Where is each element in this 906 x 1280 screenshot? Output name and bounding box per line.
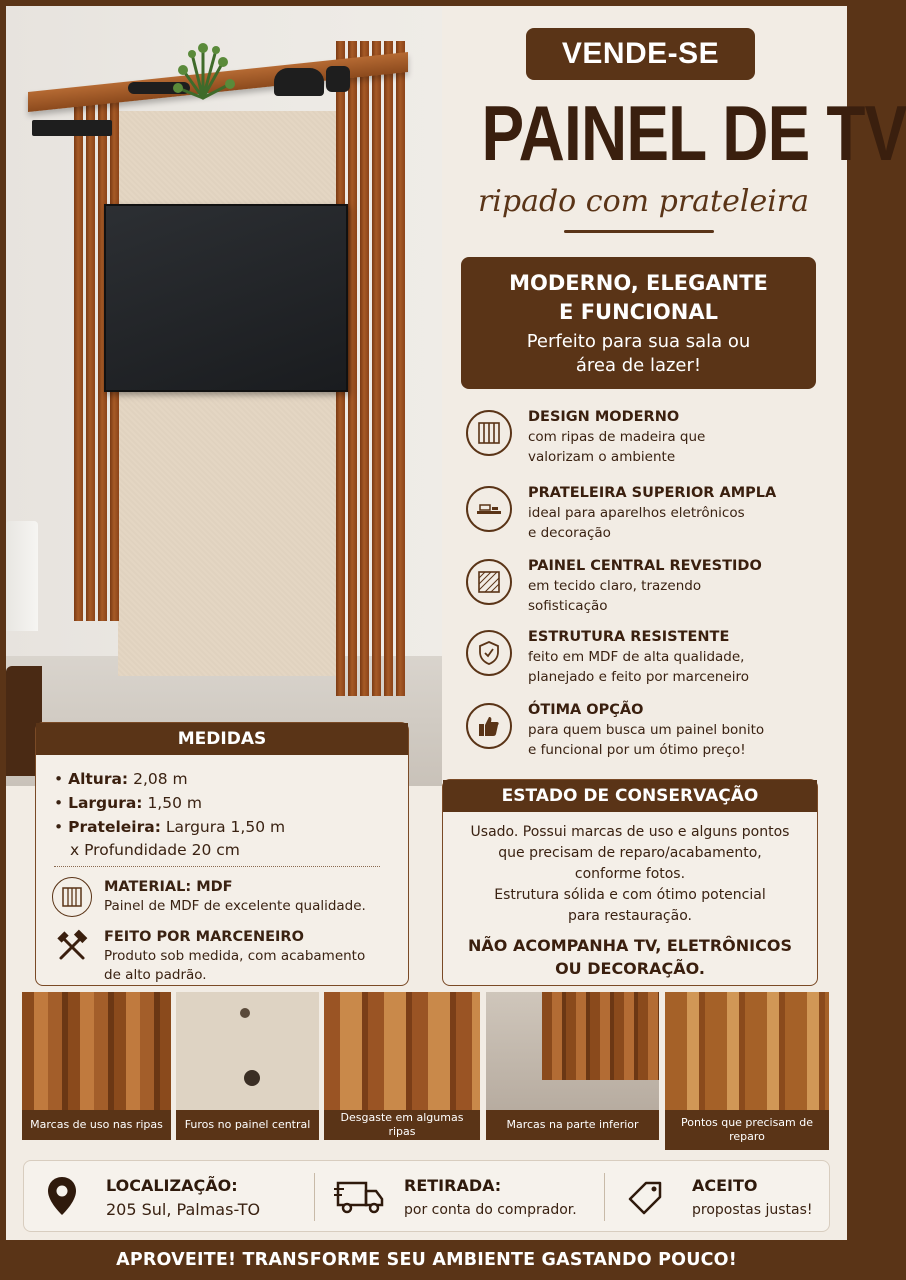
feature-title: PAINEL CENTRAL REVESTIDO xyxy=(528,558,762,574)
thumbnail-caption: Marcas na parte inferior xyxy=(486,1110,659,1140)
measurement-height: • Altura: 2,08 m xyxy=(54,770,188,788)
highlight-heading-2: E FUNCIONAL xyxy=(559,300,718,324)
speaker-device xyxy=(274,68,324,96)
carpenter-title: FEITO POR MARCENEIRO xyxy=(104,929,304,945)
shield-icon xyxy=(466,630,512,676)
location-title: LOCALIZAÇÃO: xyxy=(106,1176,238,1195)
feature-title: PRATELEIRA SUPERIOR AMPLA xyxy=(528,485,777,501)
separator xyxy=(604,1173,605,1221)
thumbnail-repair-points xyxy=(665,992,829,1150)
location-pin-icon xyxy=(46,1175,78,1225)
highlight-box xyxy=(461,257,816,389)
carpenter-desc: de alto padrão. xyxy=(104,967,207,983)
highlight-text-2: área de lazer! xyxy=(575,355,702,376)
thumbnail-caption: Marcas de uso nas ripas xyxy=(22,1110,171,1140)
pickup-value: por conta do comprador. xyxy=(404,1202,577,1218)
pickup-info xyxy=(316,1161,606,1233)
location-info xyxy=(24,1161,314,1233)
offer-value: propostas justas! xyxy=(692,1202,813,1218)
carpenter-info xyxy=(52,927,392,983)
television xyxy=(104,204,348,392)
location-value: 205 Sul, Palmas-TO xyxy=(106,1200,261,1219)
condition-text: Usado. Possui marcas de uso e alguns pontos xyxy=(470,824,790,840)
shelf-icon xyxy=(466,486,512,532)
thumbnail-slat-wear xyxy=(324,992,480,1140)
pickup-title: RETIRADA: xyxy=(404,1176,502,1195)
measurement-shelf: • Prateleira: Largura 1,50 m xyxy=(54,818,286,836)
thumbnail-caption: Pontos que precisam de reparo xyxy=(665,1110,829,1150)
thumbnail-image xyxy=(176,992,319,1110)
material-desc: Painel de MDF de excelente qualidade. xyxy=(104,898,366,914)
feature-desc: planejado e feito por marceneiro xyxy=(528,669,750,685)
feature-shelf xyxy=(466,484,826,554)
separator xyxy=(314,1173,315,1221)
not-included-warning: NÃO ACOMPANHA TV, ELETRÔNICOS xyxy=(468,936,792,955)
offer-title: ACEITO xyxy=(692,1176,758,1195)
condition-text: para restauração. xyxy=(568,908,692,924)
measurements-heading: MEDIDAS xyxy=(36,723,408,755)
small-speaker xyxy=(326,66,350,92)
feature-desc: e decoração xyxy=(528,525,611,541)
feature-option xyxy=(466,701,826,771)
condition-box xyxy=(442,779,818,986)
product-photo xyxy=(6,6,442,786)
footer-banner: APROVEITE! TRANSFORME SEU AMBIENTE GASTANDO POUCO! xyxy=(0,1240,853,1280)
thumbnail-image xyxy=(22,992,171,1110)
fabric-icon xyxy=(466,559,512,605)
advertisement-page xyxy=(6,6,906,1240)
material-info xyxy=(52,877,392,927)
thumbnail-image xyxy=(665,992,829,1110)
feature-desc: ideal para aparelhos eletrônicos xyxy=(528,505,745,521)
feature-desc: sofisticação xyxy=(528,598,608,614)
highlight-heading-1: MODERNO, ELEGANTE xyxy=(509,271,768,295)
not-included-warning: OU DECORAÇÃO. xyxy=(555,959,705,978)
feature-desc: em tecido claro, trazendo xyxy=(528,578,702,594)
measurement-shelf-depth: x Profundidade 20 cm xyxy=(70,841,240,859)
for-sale-badge: VENDE-SE xyxy=(526,28,755,80)
feature-title: DESIGN MODERNO xyxy=(528,409,680,425)
plant xyxy=(168,40,238,100)
feature-desc: para quem busca um painel bonito xyxy=(528,722,765,738)
feature-desc: com ripas de madeira que xyxy=(528,429,706,445)
truck-icon xyxy=(334,1179,384,1223)
feature-design xyxy=(466,408,826,478)
fabric-panel xyxy=(118,111,344,676)
condition-text: conforme fotos. xyxy=(574,866,686,882)
condition-heading: ESTADO DE CONSERVAÇÃO xyxy=(443,780,817,812)
highlight-text-1: Perfeito para sua sala ou xyxy=(526,331,751,352)
divider xyxy=(54,866,380,867)
feature-desc: valorizam o ambiente xyxy=(528,449,676,465)
feature-structure xyxy=(466,628,826,698)
tools-icon xyxy=(52,927,92,967)
carpenter-desc: Produto sob medida, com acabamento xyxy=(104,948,366,964)
thumbnail-slat-marks xyxy=(22,992,171,1140)
mdf-icon xyxy=(52,877,92,917)
measurements-box xyxy=(35,722,409,986)
page-title: PAINEL DE TV xyxy=(481,89,906,177)
feature-desc: e funcional por um ótimo preço! xyxy=(528,742,746,758)
thumbnail-bottom-marks xyxy=(486,992,659,1140)
subtitle-underline xyxy=(564,230,714,233)
thumbnail-caption: Desgaste em algumas ripas xyxy=(324,1110,480,1140)
appliance xyxy=(6,521,38,631)
thumbs-up-icon xyxy=(466,703,512,749)
feature-title: ÓTIMA OPÇÃO xyxy=(528,702,644,718)
feature-desc: feito em MDF de alta qualidade, xyxy=(528,649,745,665)
thumbnail-image xyxy=(324,992,480,1110)
material-title: MATERIAL: MDF xyxy=(104,879,233,895)
offer-info xyxy=(606,1161,828,1233)
page-subtitle: ripado com prateleira xyxy=(477,184,810,219)
receiver-device xyxy=(32,120,112,136)
price-tag-icon xyxy=(626,1177,666,1225)
thumbnail-panel-holes xyxy=(176,992,319,1140)
thumbnail-caption: Furos no painel central xyxy=(176,1110,319,1140)
feature-fabric xyxy=(466,557,826,627)
thumbnail-image xyxy=(486,992,659,1110)
measurement-width: • Largura: 1,50 m xyxy=(54,794,202,812)
condition-text: que precisam de reparo/acabamento, xyxy=(498,845,762,861)
info-bar xyxy=(23,1160,830,1232)
feature-title: ESTRUTURA RESISTENTE xyxy=(528,629,730,645)
slats-icon xyxy=(466,410,512,456)
condition-text: Estrutura sólida e com ótimo potencial xyxy=(494,887,766,903)
